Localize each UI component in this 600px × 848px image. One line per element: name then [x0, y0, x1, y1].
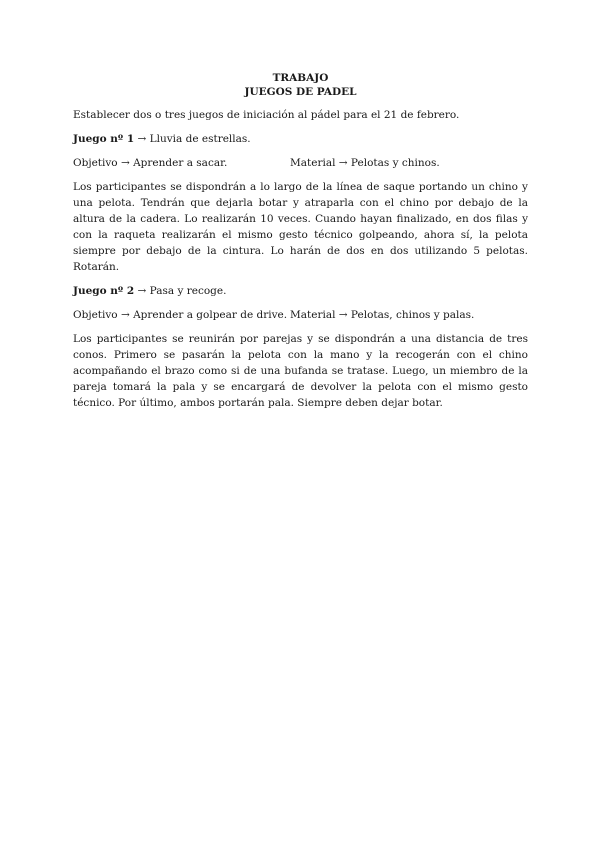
- document-title: [73, 71, 528, 99]
- game-2-description: Los participantes se reunirán por parejas y se dispondrán a una distancia de tres conos. Primero se pasarán la pelota con la mano y la recogerán con el chino acompañando el brazo como si de una bufanda se tratase. Luego, un miembro de la pareja tomará la pala y se encargará de devolver la pelota con el mismo gesto técnico. Por último, ambos portarán pala. Siempre deben dejar botar.: [73, 333, 528, 409]
- game-1-objective: Objetivo → Aprender a sacar.: [73, 157, 228, 169]
- game-2-title: Juego nº 2: [73, 285, 135, 297]
- game-1-description: Los participantes se dispondrán a lo largo de la línea de saque portando un chino y una pelota. Tendrán que dejarla botar y atraparla con el chino por debajo de la altura de la cadera. Lo realizarán 10 veces. Cuando hayan finalizado, en dos filas y con la raqueta realizarán el mismo gesto técnico golpeando, ahora sí, la pelota siempre por debajo de la cintura. Lo harán de dos en dos utilizando 5 pelotas. Rotarán.: [73, 181, 528, 273]
- title-line-2: JUEGOS DE PADEL: [244, 86, 357, 98]
- game-2-arrow: →: [134, 285, 150, 297]
- game-1-material: Material → Pelotas y chinos.: [290, 157, 440, 169]
- game-2-name: Pasa y recoge.: [149, 285, 227, 297]
- title-line-1: TRABAJO: [272, 72, 329, 84]
- document-page: [73, 71, 528, 411]
- game-2-material: Material → Pelotas, chinos y palas.: [290, 309, 475, 321]
- game-1-meta: [73, 155, 528, 171]
- game-1-name: Lluvia de estrellas.: [149, 133, 251, 145]
- game-1-heading: [73, 131, 528, 147]
- game-1-arrow: →: [134, 133, 150, 145]
- game-2-heading: [73, 283, 528, 299]
- game-2-meta: [73, 307, 528, 323]
- intro-paragraph: Establecer dos o tres juegos de iniciación al pádel para el 21 de febrero.: [73, 109, 460, 121]
- game-2-objective: Objetivo → Aprender a golpear de drive.: [73, 309, 288, 321]
- game-1-title: Juego nº 1: [73, 133, 135, 145]
